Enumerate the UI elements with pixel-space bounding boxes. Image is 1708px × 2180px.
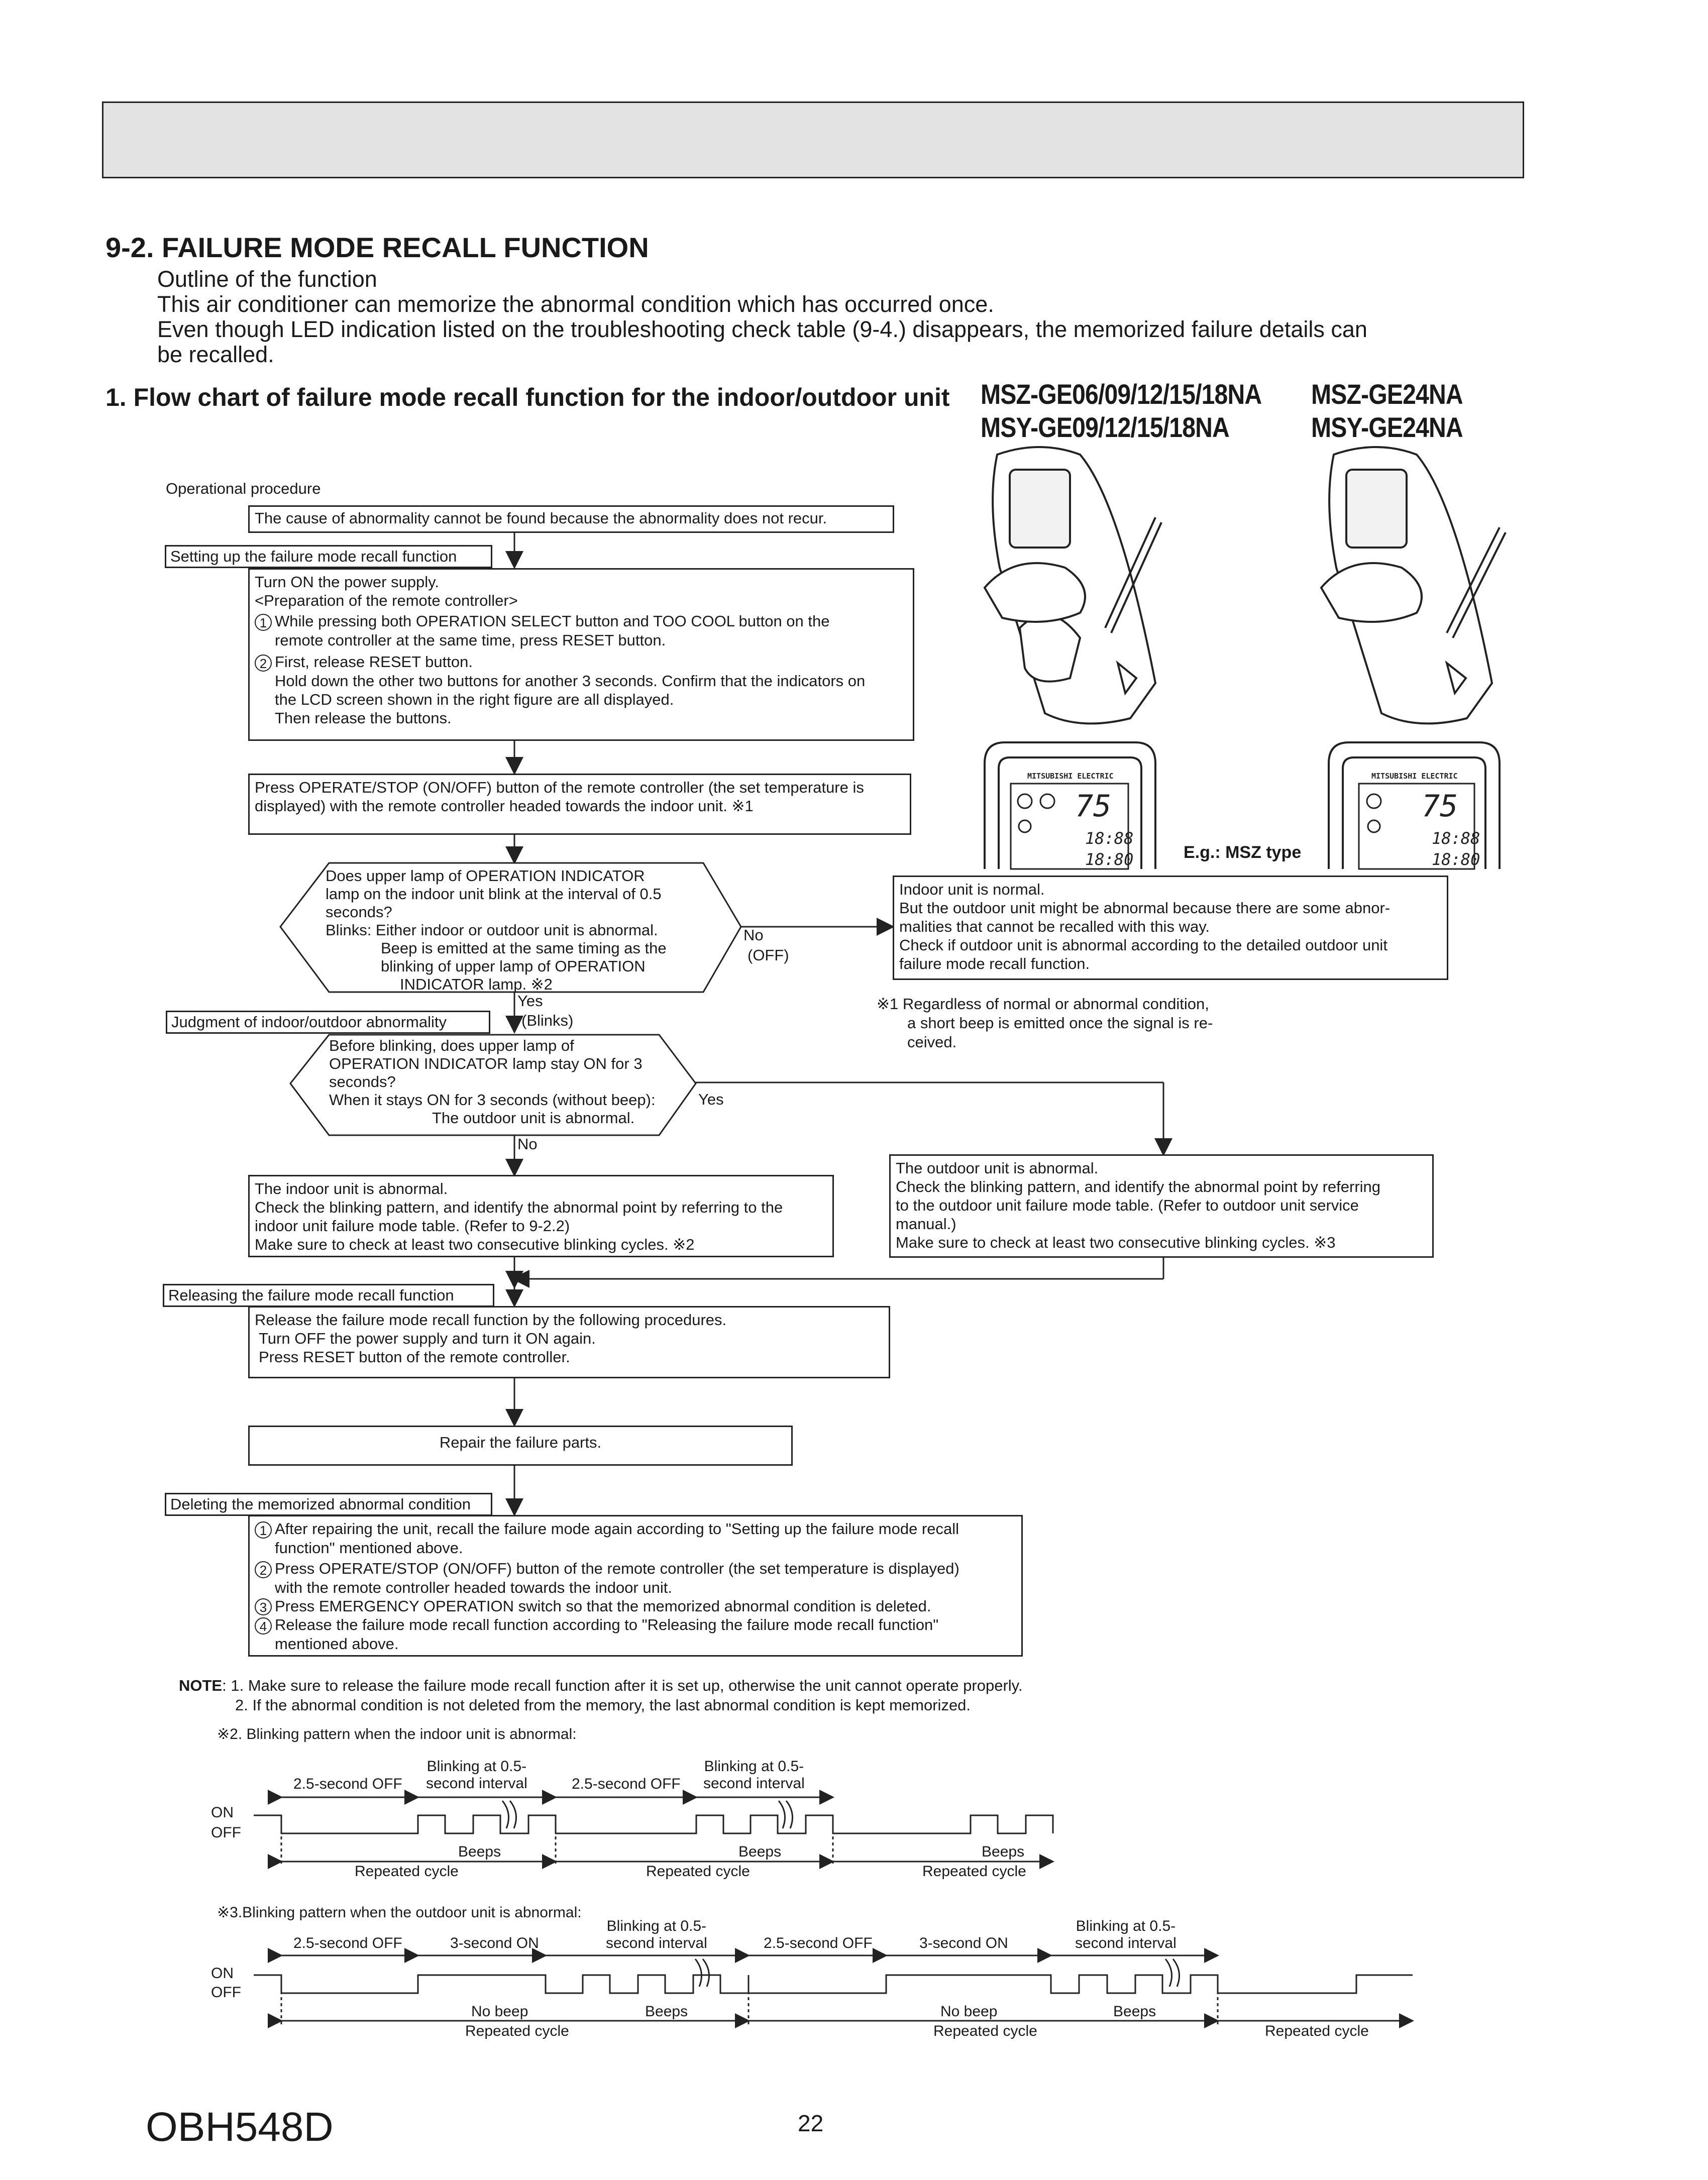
note-label: NOTE xyxy=(179,1677,223,1694)
outdoor-abnormal-text: manual.) xyxy=(896,1215,956,1233)
decision-text: When it stays ON for 3 seconds (without beep): xyxy=(329,1091,656,1109)
indoor-abnormal-text: Check the blinking pattern, and identify the abnormal point by referring to the xyxy=(255,1198,783,1216)
lcd-temp: 75 xyxy=(1422,789,1458,824)
step-2-marker: 2 xyxy=(255,655,272,672)
beeps-label: Beeps xyxy=(738,1843,782,1860)
lcd-brand: MITSUBISHI ELECTRIC xyxy=(1027,772,1114,781)
indoor-abnormal-text: Make sure to check at least two consecutive blinking cycles. ※2 xyxy=(255,1236,695,1253)
decision-2-no: No xyxy=(517,1135,538,1153)
note-line: : 1. Make sure to release the failure mode recall function after it is set up, otherwise the unit cannot operate properly. xyxy=(222,1677,1023,1694)
repeated-cycle-label: Repeated cycle xyxy=(1265,2023,1369,2039)
step-1-marker: 1 xyxy=(255,614,272,631)
lcd-clock: 18:80 xyxy=(1432,850,1480,869)
setup-text: First, release RESET button. xyxy=(275,652,473,671)
beeps-label: Beeps xyxy=(645,2003,688,2020)
normal-text: Check if outdoor unit is abnormal according to the detailed outdoor unit xyxy=(899,936,1387,954)
repair-text: Repair the failure parts. xyxy=(439,1434,602,1451)
decision-text: seconds? xyxy=(329,1073,396,1091)
off-label: OFF xyxy=(211,1984,241,2001)
intro-line: be recalled. xyxy=(157,342,274,367)
break-mark xyxy=(695,1959,709,1987)
intro-line: Outline of the function xyxy=(157,266,377,292)
model-label: MSZ-GE24NA xyxy=(1311,378,1463,410)
delete-label: Deleting the memorized abnormal condition xyxy=(165,1493,492,1516)
flow-heading: 1. Flow chart of failure mode recall function for the indoor/outdoor unit xyxy=(105,383,950,411)
blink-interval-label: Blinking at 0.5- second interval xyxy=(703,1758,805,1792)
judgment-label: Judgment of indoor/outdoor abnormality xyxy=(166,1011,490,1034)
lcd-clock: 18:88 xyxy=(1085,829,1134,848)
blink-indoor-title: ※2. Blinking pattern when the indoor unit is abnormal: xyxy=(217,1726,577,1742)
indoor-abnormal-text: The indoor unit is abnormal. xyxy=(255,1180,448,1197)
blink-off-label: 2.5-second OFF xyxy=(764,1935,873,1951)
setup-text: the LCD screen shown in the right figure are all displayed. xyxy=(275,690,674,708)
decision-text: OPERATION INDICATOR lamp stay ON for 3 xyxy=(329,1055,643,1072)
delete-text: Release the failure mode recall function according to "Releasing the failure mode recall function" xyxy=(275,1616,939,1634)
setup-text: remote controller at the same time, press RESET button. xyxy=(275,631,666,649)
decision-text: INDICATOR lamp. ※2 xyxy=(400,975,553,993)
indoor-waveform xyxy=(254,1815,1053,1833)
decision-text: lamp on the indoor unit blink at the interval of 0.5 xyxy=(326,885,662,903)
on-label: ON xyxy=(211,1804,234,1821)
normal-text: failure mode recall function. xyxy=(899,955,1090,972)
repeated-cycle-label: Repeated cycle xyxy=(922,1863,1026,1880)
setup-text: <Preparation of the remote controller> xyxy=(255,592,518,609)
decision-text: Before blinking, does upper lamp of xyxy=(329,1037,574,1054)
break-mark xyxy=(779,1801,793,1828)
delete-text: After repairing the unit, recall the failure mode again according to "Setting up the failure mode recall xyxy=(275,1520,959,1538)
outdoor-abnormal-text: The outdoor unit is abnormal. xyxy=(896,1159,1099,1177)
lcd-brand: MITSUBISHI ELECTRIC xyxy=(1371,772,1458,781)
setup-text: While pressing both OPERATION SELECT button and TOO COOL button on the xyxy=(275,612,830,630)
model-label: MSZ-GE06/09/12/15/18NA xyxy=(981,378,1262,410)
operational-procedure-label: Operational procedure xyxy=(166,480,321,497)
lcd-temp: 75 xyxy=(1075,789,1112,824)
repeated-cycle-label: Repeated cycle xyxy=(646,1863,750,1880)
step-3-marker: 3 xyxy=(255,1598,272,1615)
decision-text: Beep is emitted at the same timing as the xyxy=(381,939,667,957)
decision-text: seconds? xyxy=(326,903,392,921)
blink-off-label: 2.5-second OFF xyxy=(293,1776,402,1792)
page-number: 22 xyxy=(798,2110,824,2136)
setup-text: Then release the buttons. xyxy=(275,709,452,727)
setup-text: Hold down the other two buttons for another 3 seconds. Confirm that the indicators on xyxy=(275,672,866,690)
release-text: Turn OFF the power supply and turn it ON again. xyxy=(259,1330,596,1347)
repeated-cycle-label: Repeated cycle xyxy=(465,2023,569,2039)
blink-interval-label: Blinking at 0.5- second interval xyxy=(426,1758,527,1792)
break-mark xyxy=(1165,1959,1180,1987)
blink-on-label: 3-second ON xyxy=(919,1935,1008,1951)
step-4-marker: 4 xyxy=(255,1617,272,1634)
note-line: 2. If the abnormal condition is not deleted from the memory, the last abnormal condition is kept memorized. xyxy=(235,1696,971,1714)
outdoor-waveform xyxy=(254,1975,1413,1993)
off-label: OFF xyxy=(211,1824,241,1841)
intro-line: Even though LED indication listed on the troubleshooting check table (9-4.) disappears, the memorized failure details can xyxy=(157,316,1367,342)
decision-text: The outdoor unit is abnormal. xyxy=(432,1109,635,1127)
release-text: Release the failure mode recall function by the following procedures. xyxy=(255,1311,727,1329)
outdoor-abnormal-text: Check the blinking pattern, and identify the abnormal point by referring xyxy=(896,1178,1381,1195)
delete-text: Press OPERATE/STOP (ON/OFF) button of the remote controller (the set temperature is displayed) xyxy=(275,1559,959,1577)
cause-text: The cause of abnormality cannot be found because the abnormality does not recur. xyxy=(255,509,827,527)
note-1: ※1 Regardless of normal or abnormal condition, xyxy=(877,995,1209,1013)
delete-text: Press EMERGENCY OPERATION switch so that the memorized abnormal condition is deleted. xyxy=(275,1597,931,1615)
decision-text: blinking of upper lamp of OPERATION xyxy=(381,957,646,975)
indoor-abnormal-text: indoor unit failure mode table. (Refer to 9-2.2) xyxy=(255,1217,570,1235)
lcd-clock: 18:88 xyxy=(1432,829,1480,848)
step-2-marker: 2 xyxy=(255,1561,272,1578)
no-beep-label: No beep xyxy=(471,2003,528,2020)
break-mark xyxy=(502,1801,516,1828)
press-text: displayed) with the remote controller headed towards the indoor unit. ※1 xyxy=(255,797,754,815)
outdoor-abnormal-text: Make sure to check at least two consecutive blinking cycles. ※3 xyxy=(896,1234,1336,1251)
document-code: OBH548D xyxy=(146,2104,334,2150)
note-1: ceived. xyxy=(907,1033,957,1051)
model-label: MSY-GE09/12/15/18NA xyxy=(981,411,1229,443)
beeps-label: Beeps xyxy=(982,1843,1025,1860)
setup-text: Turn ON the power supply. xyxy=(255,573,439,591)
normal-text: Indoor unit is normal. xyxy=(899,881,1045,898)
no-beep-label: No beep xyxy=(940,2003,998,2020)
blink-interval-label: Blinking at 0.5- second interval xyxy=(606,1918,707,1951)
step-1-marker: 1 xyxy=(255,1521,272,1539)
lcd-clock: 18:80 xyxy=(1085,850,1134,869)
beeps-label: Beeps xyxy=(458,1843,501,1860)
normal-text: malities that cannot be recalled with this way. xyxy=(899,918,1210,935)
blink-interval-label: Blinking at 0.5- second interval xyxy=(1075,1918,1177,1951)
lcd-example-label: E.g.: MSZ type xyxy=(1184,843,1302,862)
blink-off-label: 2.5-second OFF xyxy=(293,1935,402,1951)
blink-off-label: 2.5-second OFF xyxy=(572,1776,681,1792)
outdoor-abnormal-text: to the outdoor unit failure mode table. (Refer to outdoor unit service xyxy=(896,1196,1359,1214)
release-text: Press RESET button of the remote controller. xyxy=(259,1348,570,1366)
decision-1-no: No xyxy=(743,926,764,944)
decision-text: Blinks: Either indoor or outdoor unit is abnormal. xyxy=(326,921,658,939)
beeps-label: Beeps xyxy=(1113,2003,1156,2020)
decision-text: Does upper lamp of OPERATION INDICATOR xyxy=(326,867,645,885)
intro-line: This air conditioner can memorize the abnormal condition which has occurred once. xyxy=(157,291,994,317)
setup-label: Setting up the failure mode recall function xyxy=(165,545,492,568)
delete-text: mentioned above. xyxy=(275,1635,399,1653)
release-label: Releasing the failure mode recall function xyxy=(163,1284,494,1307)
delete-text: function" mentioned above. xyxy=(275,1539,463,1557)
repeated-cycle-label: Repeated cycle xyxy=(933,2023,1037,2039)
press-text: Press OPERATE/STOP (ON/OFF) button of the remote controller (the set temperature is xyxy=(255,779,864,796)
decision-1-yes-sub: (Blinks) xyxy=(521,1012,574,1029)
decision-1-yes: Yes xyxy=(517,992,543,1010)
section-title: 9-2. FAILURE MODE RECALL FUNCTION xyxy=(105,232,649,263)
note-1: a short beep is emitted once the signal is re- xyxy=(907,1014,1213,1032)
repeated-cycle-label: Repeated cycle xyxy=(355,1863,459,1880)
delete-text: with the remote controller headed towards the indoor unit. xyxy=(275,1578,672,1596)
decision-2-yes: Yes xyxy=(698,1091,724,1108)
model-label: MSY-GE24NA xyxy=(1311,411,1463,443)
decision-1-no-sub: (OFF) xyxy=(748,946,789,964)
blink-on-label: 3-second ON xyxy=(450,1935,539,1951)
normal-text: But the outdoor unit might be abnormal because there are some abnor- xyxy=(899,899,1391,917)
blink-outdoor-title: ※3.Blinking pattern when the outdoor unit is abnormal: xyxy=(217,1904,582,1921)
on-label: ON xyxy=(211,1965,234,1982)
